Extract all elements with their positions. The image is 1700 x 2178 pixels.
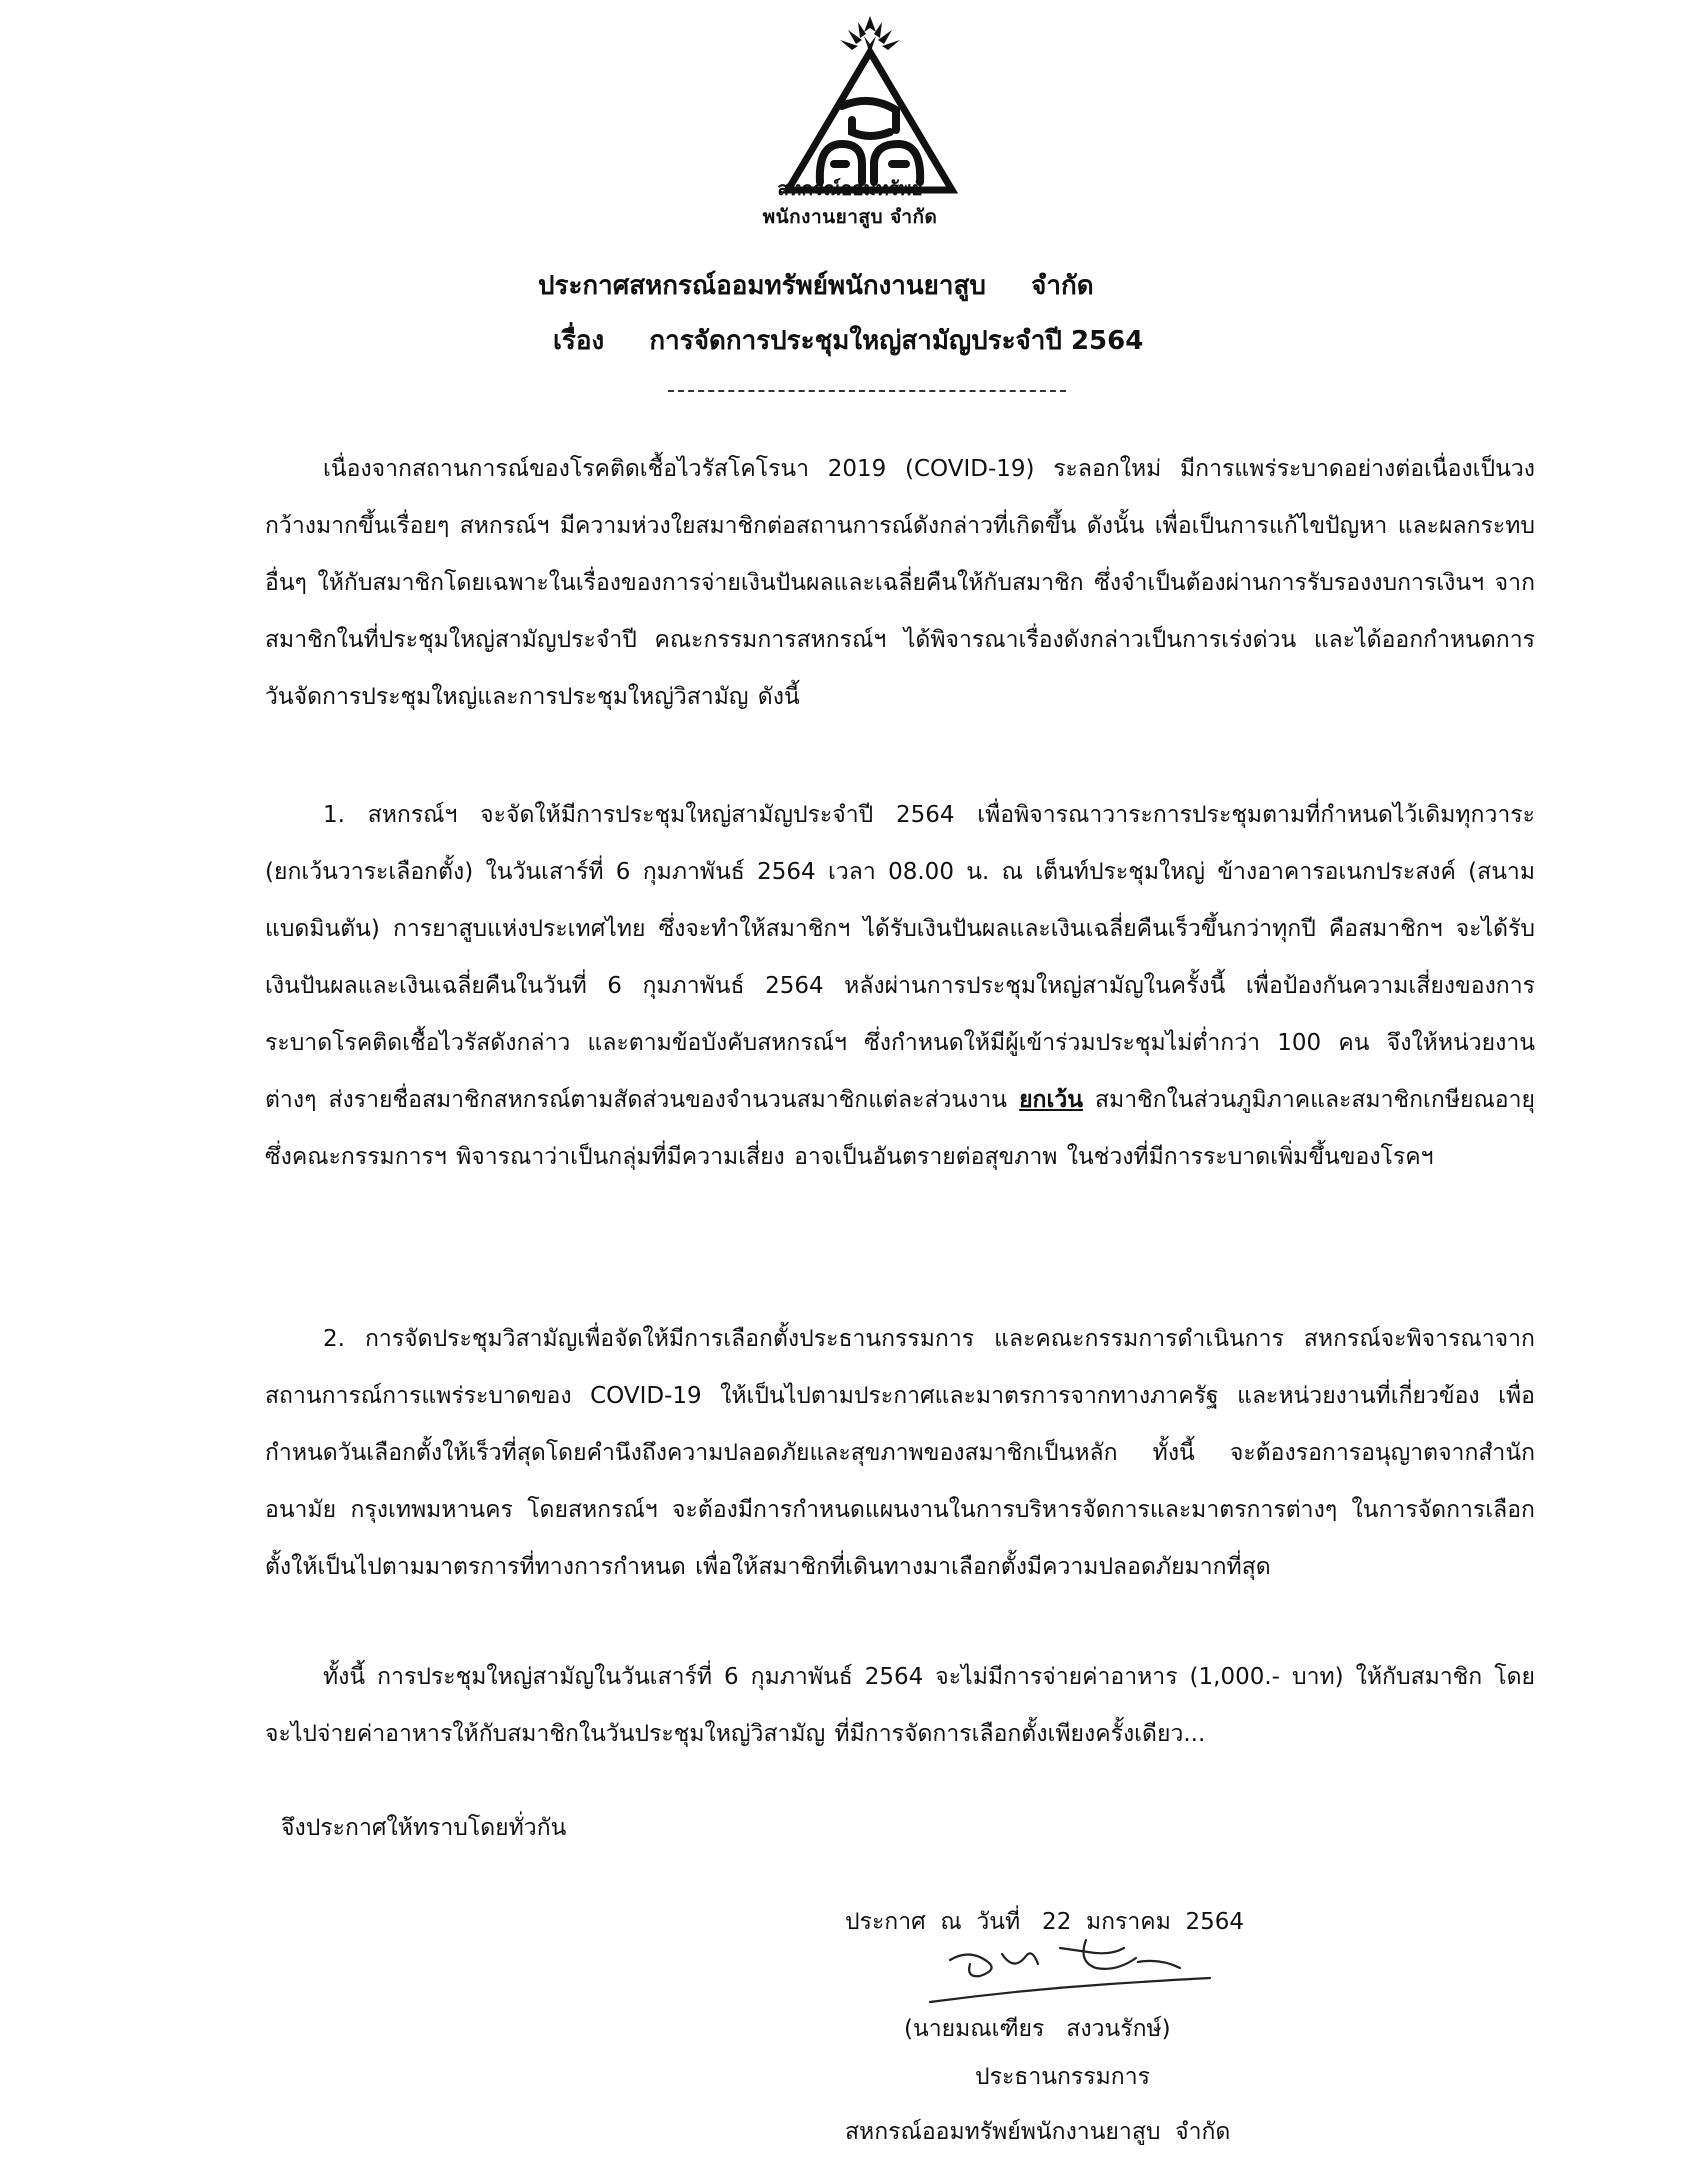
item-1-text: 1. สหกรณ์ฯ จะจัดให้มีการประชุมใหญ่สามัญประจำปี 2564 เพื่อพิจารณาวาระการประชุมตามที่กำหนดไว้เดิมทุกวาระ (ยกเว้นวาระเลือกตั้ง) ในวันเสาร์ที่ 6 กุมภาพันธ์ 2564 เวลา 08.00 น. ณ เต็นท์ประชุมใหญ่ ข้างอาคารอเนกประสงค์ (สนามแบดมินตัน) การยาสูบแห่งประเทศไทย ซึ่งจะทำให้สมาชิกฯ ได้รับเงินปันผลและเงินเฉลี่ยคืนเร็วขึ้นกว่าทุกปี คือสมาชิกฯ จะได้รับเงินปันผลและเงินเฉลี่ยคืนในวันที่ 6 กุมภาพันธ์ 2564 หลังผ่านการประชุมใหญ่สามัญในครั้งนี้ เพื่อป้องกันความเสี่ยงของการระบาดโรคติดเชื้อไวรัสดังกล่าว และตามข้อบังคับสหกรณ์ฯ ซึ่งกำหนดให้มีผู้เข้าร่วมประชุมไม่ต่ำกว่า 100 คน จึงให้หน่วยงานต่างๆ ส่งรายชื่อสมาชิกสหกรณ์ตามสัดส่วนของจำนวนสมาชิกแต่ละส่วนงาน [265, 802, 1535, 1113]
handwritten-signature [910, 1918, 1240, 2013]
signer-position: ประธานกรรมการ [975, 2064, 1150, 2090]
item-2-paragraph: 2. การจัดประชุมวิสามัญเพื่อจัดให้มีการเลือกตั้งประธานกรรมการ และคณะกรรมการดำเนินการ สหกรณ์จะพิจารณาจากสถานการณ์การแพร่ระบาดของ COVID-19 ให้เป็นไปตามประกาศและมาตรการจากทางภาครัฐ และหน่วยงานที่เกี่ยวข้อง เพื่อกำหนดวันเลือกตั้งให้เร็วที่สุดโดยคำนึงถึงความปลอดภัยและสุขภาพของสมาชิกเป็นหลัก ทั้งนี้ จะต้องรอการอนุญาตจากสำนักอนามัย กรุงเทพมหานคร โดยสหกรณ์ฯ จะต้องมีการกำหนดแผนงานในการบริหารจัดการและมาตรการต่างๆ ในการจัดการเลือกตั้งให้เป็นไปตามมาตรการที่ทางการกำหนด เพื่อให้สมาชิกที่เดินทางมาเลือกตั้งมีความปลอดภัยมากที่สุด [265, 1326, 1535, 1580]
announcement-title: ประกาศสหกรณ์ออมทรัพย์พนักงานยาสูบ จำกัด [538, 271, 1094, 301]
item-1-text-continued: สมาชิกในส่วนภูมิภาคและสมาชิกเกษียณอายุ ซึ่งคณะกรรมการฯ พิจารณาว่าเป็นกลุ่มที่มีความเสี่ยง อาจเป็นอันตรายต่อสุขภาพ ในช่วงที่มีการระบาดเพิ่มขึ้นของโรคฯ [265, 1087, 1536, 1170]
announcement-subject: เรื่อง การจัดการประชุมใหญ่สามัญประจำปี 2564 [553, 326, 1144, 356]
signer-name: (นายมณเฑียร สงวนรักษ์) [904, 2016, 1171, 2042]
item-1-paragraph [265, 787, 1535, 1186]
cooperative-logo [770, 14, 970, 196]
closing-statement: จึงประกาศให้ทราบโดยทั่วกัน [281, 1815, 567, 1841]
logo-emblem-icon [770, 14, 970, 196]
logo-org-line1: สหกรณ์ออมทรัพย์ [777, 178, 923, 200]
announcement-date: ประกาศ ณ วันที่ 22 มกราคม 2564 [845, 1909, 1245, 1935]
item-1-emphasis: ยกเว้น [1019, 1087, 1083, 1113]
meal-allowance-note: ทั้งนี้ การประชุมใหญ่สามัญในวันเสาร์ที่ 6 กุมภาพันธ์ 2564 จะไม่มีการจ่ายค่าอาหาร (1,000.- บาท) ให้กับสมาชิก โดยจะไปจ่ายค่าอาหารให้กับสมาชิกในวันประชุมใหญ่วิสามัญ ที่มีการจัดการเลือกตั้งเพียงครั้งเดียว... [265, 1664, 1535, 1747]
signer-organization: สหกรณ์ออมทรัพย์พนักงานยาสูบ จำกัด [845, 2119, 1231, 2145]
title-divider [668, 390, 1066, 392]
intro-paragraph: เนื่องจากสถานการณ์ของโรคติดเชื้อไวรัสโคโรนา 2019 (COVID-19) ระลอกใหม่ มีการแพร่ระบาดอย่างต่อเนื่องเป็นวงกว้างมากขึ้นเรื่อยๆ สหกรณ์ฯ มีความห่วงใยสมาชิกต่อสถานการณ์ดังกล่าวที่เกิดขึ้น ดังนั้น เพื่อเป็นการแก้ไขปัญหา และผลกระทบอื่นๆ ให้กับสมาชิกโดยเฉพาะในเรื่องของการจ่ายเงินปันผลและเฉลี่ยคืนให้กับสมาชิก ซึ่งจำเป็นต้องผ่านการรับรองงบการเงินฯ จากสมาชิกในที่ประชุมใหญ่สามัญประจำปี คณะกรรมการสหกรณ์ฯ ได้พิจารณาเรื่องดังกล่าวเป็นการเร่งด่วน และได้ออกกำหนดการวันจัดการประชุมใหญ่และการประชุมใหญ่วิสามัญ ดังนี้ [265, 456, 1535, 710]
logo-org-line2: พนักงานยาสูบ จำกัด [762, 206, 938, 228]
